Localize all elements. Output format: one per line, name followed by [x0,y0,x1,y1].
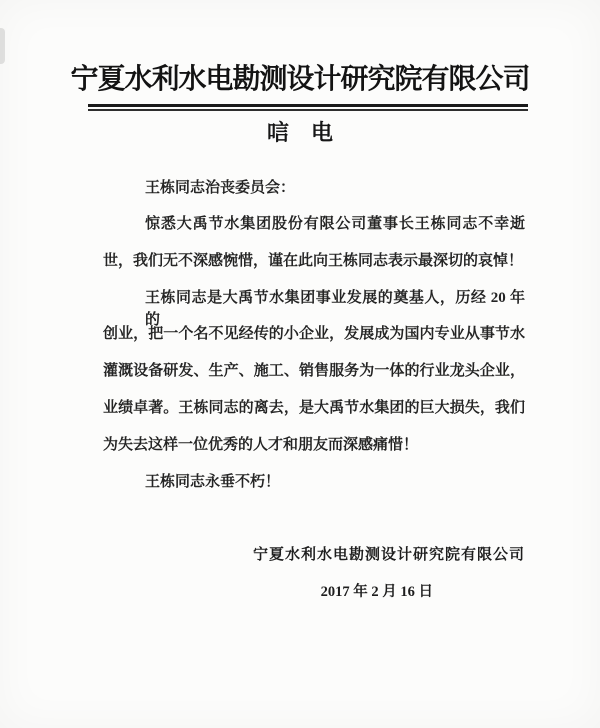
company-title: 宁夏水利水电勘测设计研究院有限公司 [70,64,530,95]
letter-line: 为失去这样一位优秀的人才和朋友而深感痛惜！ [103,437,419,453]
letter-line: 创业，把一个名不见经传的小企业，发展成为国内专业从事节水 [103,326,525,342]
letter-line: 惊悉大禹节水集团股份有限公司董事长王栋同志不幸逝 [145,216,525,232]
divider-line-thin [88,109,528,111]
letter-line: 王栋同志是大禹节水集团事业发展的奠基人，历经 20 年的 [145,290,525,328]
salutation-line: 王栋同志治丧委员会： [145,180,296,196]
closing-tribute-line: 王栋同志永垂不朽！ [145,474,281,490]
letter-line: 业绩卓著。王栋同志的离去，是大禹节水集团的巨大损失，我们 [103,400,525,416]
document-type-heading: 唁 电 [266,120,333,145]
letter-line: 世，我们无不深感惋惜，谨在此向王栋同志表示最深切的哀悼！ [103,253,524,269]
letter-date: 2017 年 2 月 16 日 [320,584,433,600]
letter-line: 灌溉设备研发、生产、施工、销售服务为一体的行业龙头企业， [103,363,525,379]
signature-company-name: 宁夏水利水电勘测设计研究院有限公司 [252,547,525,563]
divider-line-thick [88,104,528,107]
